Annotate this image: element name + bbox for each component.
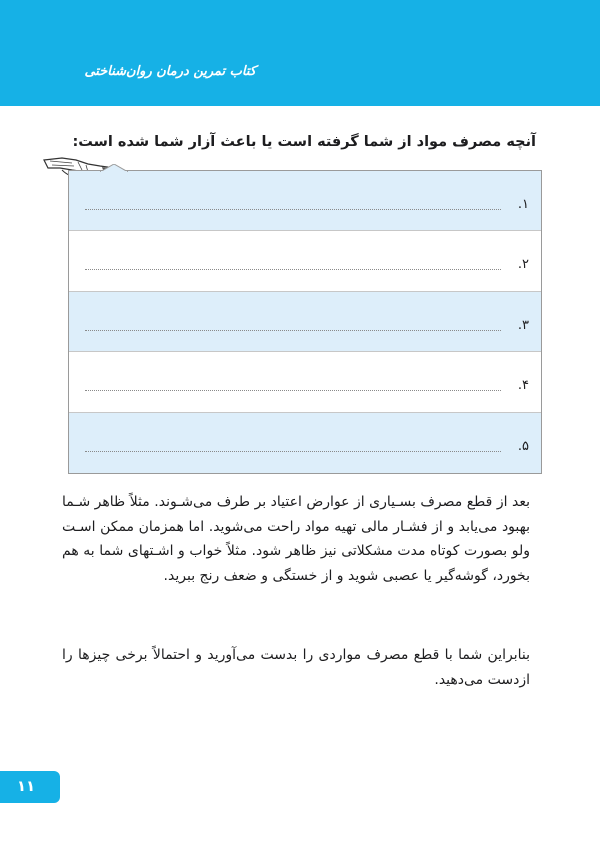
answer-list	[68, 170, 542, 474]
answer-row[interactable]	[69, 292, 541, 352]
dotted-line	[85, 269, 501, 270]
row-number: ۳.	[517, 317, 529, 333]
row-number: ۱.	[517, 197, 529, 212]
dotted-line	[85, 451, 501, 452]
dotted-line	[85, 209, 501, 210]
row-number: ۴.	[517, 378, 529, 394]
answer-row[interactable]	[69, 231, 541, 291]
answer-row[interactable]	[69, 413, 541, 473]
dotted-line	[85, 390, 501, 391]
row-number: ۲.	[517, 257, 529, 273]
answer-row[interactable]	[69, 171, 541, 231]
dotted-line	[85, 330, 501, 331]
header-band	[0, 0, 600, 106]
row-number: ۵.	[517, 438, 529, 454]
page-number: ۱۱	[16, 777, 36, 795]
body-paragraph: بنابراین شما با قطع مصرف مواردی را بدست می‌آورید و احتمالاً برخی چیزها را ازدست می‌دهید.	[62, 647, 530, 688]
book-title: کتاب تمرین درمان روان‌شناختی	[84, 64, 256, 79]
pointer-notch	[100, 164, 128, 172]
question-heading: آنچه مصرف مواد از شما گرفته است یا باعث آزار شما شده است:	[72, 134, 536, 150]
answer-row[interactable]	[69, 352, 541, 412]
page-number-badge	[0, 771, 60, 803]
body-paragraph: بعد از قطع مصرف بسـیاری از عوارض اعتیاد بر طرف می‌شـوند. مثلاً ظاهر شـما بهبود می‌یابد و از فشـار مالی تهیه مواد راحت می‌شوید. اما همزمان ممکن اسـت ولو بصورت کوتاه مدت مشکلاتی نیز ظاهر شود. مثلاً خواب و اشـتهای شما به هم بخورد، گوشه‌گیر یا عصبی شوید و از خستگی و ضعف رنج ببرید.	[62, 494, 530, 584]
